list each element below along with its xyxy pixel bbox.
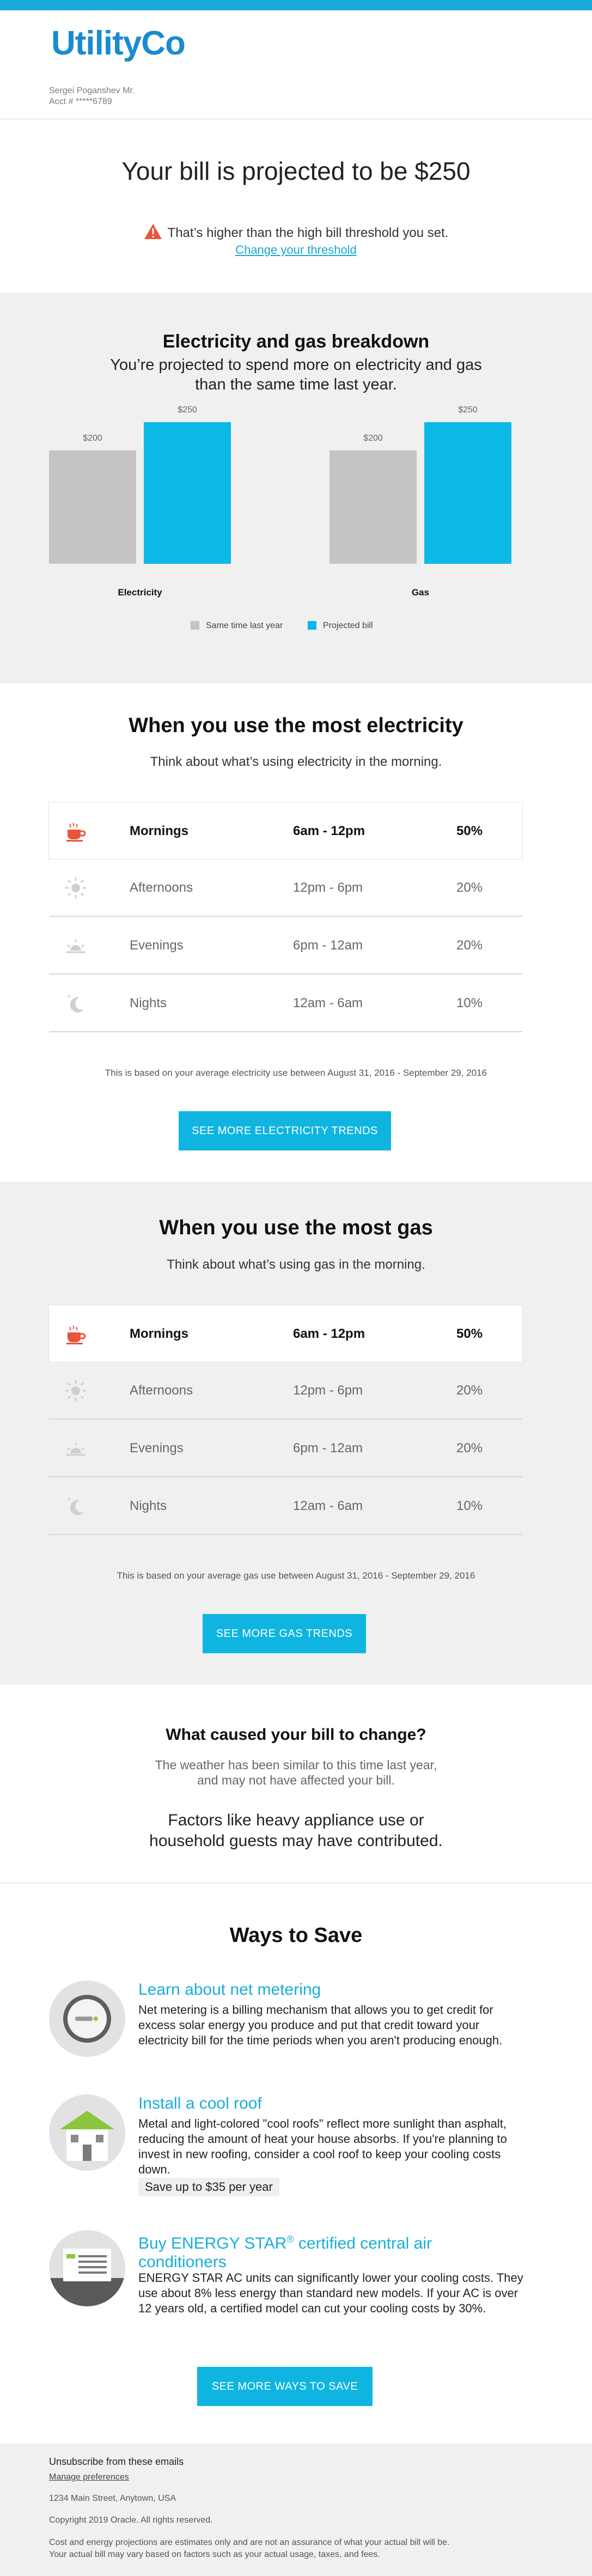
weather-note-line: The weather has been similar to this time last year, xyxy=(155,1758,437,1772)
chart-bar xyxy=(144,422,231,564)
electricity-subtitle: Think about what’s using electricity in the morning. xyxy=(150,754,442,769)
weather-note-line: and may not have affected your bill. xyxy=(197,1773,395,1787)
coffee-cup-icon xyxy=(64,820,87,843)
projection-headline: Your bill is projected to be $250 xyxy=(121,157,471,185)
usage-period: Nights xyxy=(130,996,167,1010)
tip-cool-roof xyxy=(49,2094,528,2203)
savings-badge: Save up to $35 per year xyxy=(138,2178,279,2196)
electricity-title: When you use the most electricity xyxy=(129,714,463,737)
coffee-cup-icon xyxy=(64,1323,87,1345)
tip-title-link[interactable]: Learn about net metering xyxy=(138,1981,321,1999)
chart-value-label: $250 xyxy=(458,405,478,415)
electricity-basis-note: This is based on your average electricity use between August 31, 2016 - September 29, 2016 xyxy=(105,1068,487,1078)
breakdown-subtitle: You’re projected to spend more on electricity and gas than the same time last year. xyxy=(110,356,482,393)
usage-pct: 20% xyxy=(456,880,483,895)
chart-bar xyxy=(49,450,136,564)
threshold-warning xyxy=(0,223,592,243)
legend-swatch xyxy=(308,621,316,630)
factors-note-line: household guests may have contributed. xyxy=(149,1832,443,1850)
sun-icon xyxy=(64,876,87,899)
gas-usage-table xyxy=(49,1305,522,1535)
house-roof-icon xyxy=(49,2094,125,2171)
factors-note xyxy=(0,1810,592,1852)
tip-body: Metal and light-colored "cool roofs" reflect more sunlight than asphalt, reducing the amount of heat your house absorbs. If you're planning to invest in new roofing, consider a cool roof to keep your cooling costs down. xyxy=(138,2117,507,2176)
usage-hours: 12am - 6am xyxy=(293,996,363,1010)
usage-row-nights xyxy=(49,1477,522,1535)
usage-period: Afternoons xyxy=(130,1383,193,1398)
tip-body: ENERGY STAR AC units can significantly lower your cooling costs. They use about 8% less energy than standard new models. If your AC is over 12 years old, a certified model can cut your cooling costs by 30%. xyxy=(138,2271,523,2315)
chart-value-label: $250 xyxy=(178,405,197,415)
legend-label: Same time last year xyxy=(206,621,283,630)
footer-disclaimer: Your actual bill may vary based on factors such as your actual usage, taxes, and fees. xyxy=(49,2550,380,2559)
sunset-icon xyxy=(64,1437,87,1460)
utilityco-logo: UtilityCo xyxy=(51,25,185,62)
chart-category-label: Electricity xyxy=(118,587,162,598)
usage-row-evenings xyxy=(49,1420,522,1477)
usage-period: Mornings xyxy=(130,1326,188,1341)
legend-label: Projected bill xyxy=(323,621,373,630)
usage-pct: 10% xyxy=(456,996,483,1010)
gas-subtitle: Think about what’s using gas in the morning. xyxy=(167,1257,425,1272)
divider xyxy=(0,682,592,683)
usage-row-mornings xyxy=(49,1305,522,1362)
tip-energy-star-ac xyxy=(49,2230,528,2339)
electricity-usage-table xyxy=(49,802,522,1032)
see-more-gas-trends-button[interactable]: SEE MORE GAS TRENDS xyxy=(203,1614,366,1653)
air-conditioner-icon xyxy=(49,2230,125,2306)
usage-period: Mornings xyxy=(130,824,188,838)
account-info xyxy=(49,86,135,107)
usage-period: Evenings xyxy=(130,938,184,953)
usage-pct: 50% xyxy=(456,824,483,838)
usage-row-nights xyxy=(49,975,522,1032)
usage-pct: 20% xyxy=(456,1441,483,1456)
tip-body: Net metering is a billing mechanism that allows you to get credit for excess solar energy you produce and put that credit toward your electricity bill for the time periods when you aren't producing enough. xyxy=(138,2003,503,2047)
usage-row-afternoons xyxy=(49,1362,522,1420)
legend-swatch xyxy=(191,621,199,630)
see-more-electricity-trends-button[interactable]: SEE MORE ELECTRICITY TRENDS xyxy=(179,1111,391,1150)
tip-net-metering xyxy=(49,1981,528,2084)
usage-hours: 12am - 6am xyxy=(293,1499,363,1513)
usage-pct: 20% xyxy=(456,938,483,953)
usage-period: Nights xyxy=(130,1499,167,1513)
chart-bar xyxy=(424,422,511,564)
chart-category-label: Gas xyxy=(411,587,430,598)
unsubscribe-label: Unsubscribe from these emails xyxy=(49,2456,184,2467)
manage-preferences-link[interactable]: Manage preferences xyxy=(49,2473,129,2482)
usage-period: Evenings xyxy=(130,1441,184,1456)
account-number: Acct # *****6789 xyxy=(49,97,112,106)
breakdown-bar-chart xyxy=(33,395,559,645)
cause-title: What caused your bill to change? xyxy=(166,1726,426,1744)
usage-pct: 20% xyxy=(456,1383,483,1398)
ways-to-save-title: Ways to Save xyxy=(229,1924,363,1947)
chart-bar xyxy=(329,450,417,564)
gas-title: When you use the most gas xyxy=(159,1216,433,1239)
footer-copyright: Copyright 2019 Oracle. All rights reserved. xyxy=(49,2516,213,2525)
footer-disclaimer: Cost and energy projections are estimates only and are not an assurance of what your actual bill will be. xyxy=(49,2538,450,2547)
chart-value-label: $200 xyxy=(363,434,383,443)
warning-text: That’s higher than the high bill threshold you set. xyxy=(167,225,449,240)
weather-note xyxy=(0,1757,592,1788)
moon-icon xyxy=(64,992,87,1015)
footer-address: 1234 Main Street, Anytown, USA xyxy=(49,2494,176,2503)
breakdown-title: Electricity and gas breakdown xyxy=(162,331,430,352)
moon-icon xyxy=(64,1495,87,1518)
change-threshold-link[interactable]: Change your threshold xyxy=(235,243,357,257)
usage-row-mornings xyxy=(49,802,522,859)
sun-icon xyxy=(64,1379,87,1402)
usage-hours: 6pm - 12am xyxy=(293,938,363,953)
usage-hours: 12pm - 6pm xyxy=(293,880,363,895)
usage-period: Afternoons xyxy=(130,880,193,895)
usage-pct: 50% xyxy=(456,1326,483,1341)
factors-note-line: Factors like heavy appliance use or xyxy=(168,1811,424,1829)
usage-hours: 6am - 12pm xyxy=(293,824,365,838)
account-name: Sergei Poganshev Mr. xyxy=(49,86,135,95)
sunset-icon xyxy=(64,934,87,957)
brand-top-bar xyxy=(0,0,592,10)
chart-value-label: $200 xyxy=(83,434,102,443)
usage-row-evenings xyxy=(49,917,522,975)
warning-icon xyxy=(144,223,162,243)
usage-row-afternoons xyxy=(49,859,522,917)
see-more-ways-to-save-button[interactable]: SEE MORE WAYS TO SAVE xyxy=(197,2367,373,2406)
gas-basis-note: This is based on your average gas use between August 31, 2016 - September 29, 2016 xyxy=(117,1570,475,1581)
usage-pct: 10% xyxy=(456,1499,483,1513)
usage-hours: 12pm - 6pm xyxy=(293,1383,363,1398)
thermostat-icon xyxy=(49,1981,125,2057)
usage-hours: 6am - 12pm xyxy=(293,1326,365,1341)
tip-title-link[interactable]: Buy ENERGY STAR® certified central air conditioners xyxy=(138,2234,432,2271)
usage-hours: 6pm - 12am xyxy=(293,1441,363,1456)
tip-title-link[interactable]: Install a cool roof xyxy=(138,2094,262,2112)
